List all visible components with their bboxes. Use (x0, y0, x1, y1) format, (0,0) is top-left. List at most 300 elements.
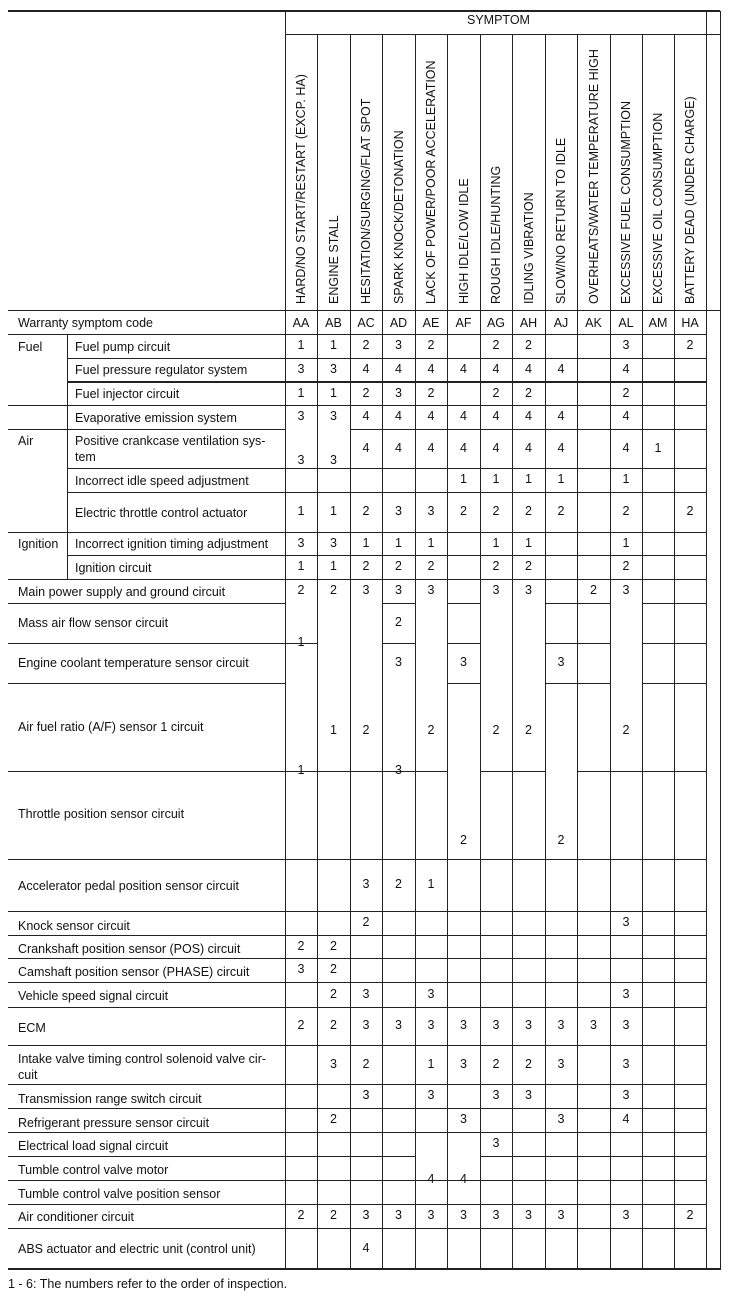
ranking-cell: 2 (525, 1056, 532, 1071)
ranking-cell: 2 (362, 504, 370, 518)
grid-line-h (350, 532, 382, 533)
grid-line-h (577, 683, 610, 684)
grid-line-h (285, 468, 317, 469)
grid-line-h (382, 1156, 415, 1157)
grid-line-h (447, 603, 480, 604)
ranking-cell: 4 (460, 409, 467, 423)
item-label: Electrical load signal circuit (18, 1139, 169, 1153)
grid-line-h (674, 1204, 706, 1205)
grid-line-h (447, 1084, 480, 1085)
ranking-cell: 4 (492, 440, 500, 455)
group-fuel: Fuel (18, 340, 43, 354)
grid-line-h (350, 1045, 382, 1046)
grid-line-h (285, 982, 317, 983)
grid-line-h (545, 468, 577, 469)
grid-line-h (577, 532, 610, 533)
ranking-cell: 3 (297, 535, 305, 550)
grid-line-h (285, 555, 317, 556)
grid-line-h (382, 492, 415, 493)
grid-line-h (8, 1007, 285, 1008)
grid-line-h (642, 958, 674, 959)
grid-line-v (577, 34, 578, 334)
grid-line-v (480, 34, 481, 334)
ranking-cell: 4 (492, 362, 500, 376)
grid-line-h (642, 859, 674, 860)
item-label: Air conditioner circuit (18, 1210, 135, 1224)
grid-line-h (415, 911, 447, 912)
grid-line-h (382, 859, 415, 860)
grid-line-h (8, 1132, 285, 1133)
grid-line-h (610, 555, 642, 556)
grid-line-h (447, 334, 480, 335)
grid-line-h (512, 859, 545, 860)
warranty-code: AD (389, 316, 408, 330)
grid-line-h (447, 492, 480, 493)
ranking-cell: 2 (525, 559, 532, 573)
grid-line-h (382, 1228, 415, 1229)
ranking-cell: 4 (460, 1172, 467, 1186)
item-label: Fuel pump circuit (75, 340, 171, 354)
grid-line-h (480, 1204, 512, 1205)
ranking-cell: 4 (622, 409, 630, 423)
ranking-cell: 3 (622, 338, 630, 352)
grid-line-h (447, 982, 480, 983)
grid-line-h (317, 935, 350, 936)
grid-line-h (350, 492, 382, 493)
grid-line-h (480, 1228, 512, 1229)
grid-line-h (610, 1180, 642, 1181)
ranking-cell: 4 (460, 362, 467, 376)
grid-line-h (512, 381, 545, 383)
ranking-cell: 4 (395, 409, 402, 423)
ranking-cell: 3 (330, 362, 337, 376)
grid-line-h (674, 492, 706, 493)
ranking-cell: 2 (427, 559, 435, 573)
ranking-cell: 2 (686, 338, 694, 352)
ranking-cell: 4 (525, 440, 532, 455)
ranking-cell: 3 (330, 452, 337, 467)
grid-line-h (610, 911, 642, 912)
grid-line-h (8, 10, 720, 12)
grid-line-h (480, 1180, 512, 1181)
grid-line-h (382, 911, 415, 912)
grid-line-h (317, 468, 350, 469)
grid-line-h (577, 1084, 610, 1085)
ranking-cell: 1 (297, 385, 305, 400)
grid-line-h (480, 334, 512, 335)
grid-line-h (285, 958, 317, 959)
ranking-cell: 3 (395, 1208, 402, 1222)
grid-line-h (350, 468, 382, 469)
grid-line-h (350, 429, 382, 430)
grid-line-h (447, 579, 480, 580)
ranking-cell: 4 (362, 409, 370, 423)
grid-line-h (674, 683, 706, 684)
warranty-code-label: Warranty symptom code (18, 316, 153, 330)
ranking-cell: 4 (492, 409, 500, 423)
ranking-cell: 3 (427, 1208, 435, 1222)
grid-line-h (610, 1156, 642, 1157)
grid-line-h (512, 935, 545, 936)
grid-line-h (545, 1108, 577, 1109)
grid-line-h (642, 1228, 674, 1229)
grid-line-h (382, 579, 415, 580)
grid-line-h (8, 982, 285, 983)
ranking-cell: 1 (297, 559, 305, 573)
grid-line-h (610, 1132, 642, 1133)
item-label: Tumble control valve position sensor (18, 1187, 221, 1201)
grid-line-h (545, 555, 577, 556)
ranking-cell: 3 (427, 986, 435, 1001)
ranking-cell: 3 (525, 1018, 532, 1032)
ranking-cell: 3 (427, 504, 435, 518)
grid-line-h (480, 982, 512, 983)
item-label: tem (75, 450, 96, 464)
grid-line-v (317, 334, 318, 1269)
grid-line-h (512, 1180, 545, 1181)
grid-line-h (350, 911, 382, 912)
grid-line-h (512, 1204, 545, 1205)
grid-line-h (480, 1132, 512, 1133)
ranking-cell: 4 (427, 440, 435, 455)
grid-line-h (447, 1045, 480, 1046)
grid-line-h (67, 381, 285, 383)
grid-line-h (67, 358, 285, 359)
ranking-cell: 3 (297, 452, 305, 467)
ranking-cell: 3 (395, 583, 402, 597)
ranking-cell: 4 (557, 362, 565, 376)
grid-line-h (382, 1045, 415, 1046)
grid-line-h (674, 935, 706, 936)
grid-line-h (317, 532, 350, 533)
grid-line-h (642, 555, 674, 556)
grid-line-h (610, 982, 642, 983)
ranking-cell: 3 (362, 986, 370, 1001)
grid-line-h (317, 1108, 350, 1109)
grid-line-h (382, 429, 415, 430)
grid-line-h (577, 429, 610, 430)
ranking-cell: 3 (557, 655, 565, 669)
grid-line-h (577, 1108, 610, 1109)
symptom-column-header: ROUGH IDLE/HUNTING (489, 165, 503, 304)
grid-line-h (8, 1156, 285, 1157)
grid-line-h (674, 1045, 706, 1046)
item-label: Main power supply and ground circuit (18, 585, 226, 599)
grid-line-v (642, 34, 643, 334)
grid-line-h (577, 1228, 610, 1229)
grid-line-h (545, 405, 577, 406)
grid-line-h (350, 1084, 382, 1085)
ranking-cell: 2 (557, 504, 565, 518)
grid-line-h (447, 683, 480, 684)
grid-line-h (382, 381, 415, 383)
grid-line-h (480, 381, 512, 383)
symptom-column-header: HARD/NO START/RESTART (EXCP. HA) (294, 74, 308, 304)
symptom-column-header: EXCESSIVE OIL CONSUMPTION (651, 112, 665, 304)
ranking-cell: 2 (362, 723, 370, 737)
grid-line-h (610, 579, 642, 580)
item-label: Positive crankcase ventilation sys- (75, 434, 266, 448)
grid-line-v (545, 34, 546, 334)
grid-line-h (545, 1132, 577, 1133)
grid-line-h (642, 1084, 674, 1085)
grid-line-h (577, 1156, 610, 1157)
grid-line-h (382, 643, 415, 644)
symptom-column-header: HIGH IDLE/LOW IDLE (456, 178, 471, 304)
grid-line-h (317, 1204, 350, 1205)
item-label: Throttle position sensor circuit (18, 807, 185, 821)
grid-line-h (8, 1045, 285, 1046)
grid-line-h (480, 771, 512, 772)
grid-line-h (545, 859, 577, 860)
ranking-cell: 3 (362, 583, 370, 597)
item-label: Engine coolant temperature sensor circuit (18, 656, 249, 670)
ranking-cell: 3 (427, 583, 435, 597)
item-label: ABS actuator and electric unit (control unit) (18, 1242, 256, 1256)
grid-line-h (642, 1132, 674, 1133)
grid-line-h (415, 982, 447, 983)
grid-line-h (415, 859, 447, 860)
ranking-cell: 2 (622, 504, 630, 518)
grid-line-h (545, 1228, 577, 1229)
item-label: Incorrect idle speed adjustment (75, 474, 249, 488)
ranking-cell: 1 (297, 635, 305, 649)
item-label: Refrigerant pressure sensor circuit (18, 1116, 210, 1130)
grid-line-h (415, 429, 447, 430)
grid-line-h (480, 358, 512, 359)
grid-line-h (67, 429, 285, 430)
grid-line-h (642, 771, 674, 772)
grid-line-h (545, 1156, 577, 1157)
warranty-code: AM (648, 316, 668, 330)
grid-line-h (577, 982, 610, 983)
grid-line-h (285, 358, 317, 359)
ranking-cell: 2 (330, 962, 337, 976)
ranking-cell: 2 (427, 338, 435, 352)
ranking-cell: 4 (427, 362, 435, 376)
grid-line-h (382, 1180, 415, 1181)
grid-line-h (350, 859, 382, 860)
grid-line-h (382, 935, 415, 936)
ranking-cell: 2 (395, 615, 402, 629)
grid-line-h (350, 1132, 382, 1133)
grid-line-h (285, 1228, 317, 1229)
ranking-cell: 2 (460, 504, 467, 518)
grid-line-h (512, 492, 545, 493)
grid-line-h (610, 859, 642, 860)
grid-line-h (67, 555, 285, 556)
grid-line-h (642, 1156, 674, 1157)
ranking-cell: 2 (622, 559, 630, 573)
item-label: Fuel injector circuit (75, 387, 180, 401)
grid-line-h (8, 958, 285, 959)
grid-line-h (577, 405, 610, 406)
ranking-cell: 2 (297, 583, 305, 597)
grid-line-h (285, 405, 317, 406)
grid-line-h (610, 532, 642, 533)
ranking-cell: 2 (362, 385, 370, 400)
grid-line-h (674, 958, 706, 959)
grid-line-h (285, 1045, 317, 1046)
grid-line-h (642, 935, 674, 936)
grid-line-h (285, 1084, 317, 1085)
ranking-cell: 1 (622, 535, 630, 550)
grid-line-h (577, 1132, 610, 1133)
ranking-cell: 3 (362, 1208, 370, 1222)
grid-line-h (610, 1084, 642, 1085)
grid-line-h (285, 935, 317, 936)
ranking-cell: 1 (654, 440, 662, 455)
grid-line-h (350, 579, 382, 580)
grid-line-h (317, 958, 350, 959)
grid-line-h (382, 1108, 415, 1109)
grid-line-v (317, 34, 318, 334)
ranking-cell: 3 (622, 1018, 630, 1032)
grid-line-h (512, 334, 545, 335)
grid-line-h (610, 381, 642, 383)
grid-line-h (317, 982, 350, 983)
grid-line-h (480, 859, 512, 860)
grid-line-h (512, 468, 545, 469)
ranking-cell: 1 (362, 535, 370, 550)
ranking-cell: 4 (460, 440, 467, 455)
grid-line-h (285, 1180, 317, 1181)
ranking-cell: 3 (395, 338, 402, 352)
grid-line-h (545, 911, 577, 912)
grid-line-h (317, 334, 350, 335)
ranking-cell: 1 (330, 385, 337, 400)
grid-line-v (720, 11, 721, 1270)
grid-line-h (447, 405, 480, 406)
grid-line-h (642, 492, 674, 493)
ranking-cell: 4 (622, 362, 630, 376)
grid-line-h (610, 935, 642, 936)
grid-line-h (674, 982, 706, 983)
ranking-cell: 4 (622, 440, 630, 455)
grid-line-h (610, 1108, 642, 1109)
grid-line-h (317, 1007, 350, 1008)
grid-line-h (512, 358, 545, 359)
grid-line-h (642, 532, 674, 533)
grid-line-h (317, 1180, 350, 1181)
grid-line-h (447, 1228, 480, 1229)
ranking-cell: 1 (395, 535, 402, 550)
grid-line-h (577, 859, 610, 860)
grid-line-h (642, 1045, 674, 1046)
grid-line-h (642, 683, 674, 684)
ranking-cell: 3 (622, 986, 630, 1001)
grid-line-h (382, 1204, 415, 1205)
grid-line-h (8, 603, 285, 604)
ranking-cell: 2 (525, 338, 532, 352)
ranking-cell: 4 (525, 409, 532, 423)
grid-line-h (642, 1204, 674, 1205)
grid-line-h (350, 958, 382, 959)
item-label: ECM (18, 1021, 46, 1035)
ranking-cell: 1 (330, 504, 337, 518)
grid-line-h (285, 532, 317, 533)
grid-line-h (512, 1132, 545, 1133)
grid-line-h (577, 935, 610, 936)
warranty-code: AE (422, 316, 440, 330)
grid-line-h (8, 935, 285, 936)
ranking-cell: 3 (492, 1018, 500, 1032)
grid-line-h (577, 555, 610, 556)
grid-line-h (415, 492, 447, 493)
grid-line-h (8, 405, 285, 406)
grid-line-h (350, 1007, 382, 1008)
grid-line-h (577, 1045, 610, 1046)
ranking-cell: 4 (557, 440, 565, 455)
grid-line-h (642, 429, 674, 430)
item-label: Ignition circuit (75, 561, 152, 575)
grid-line-h (512, 1156, 545, 1157)
grid-line-h (512, 555, 545, 556)
grid-line-h (512, 405, 545, 406)
ranking-cell: 4 (362, 1240, 370, 1255)
grid-line-h (480, 1084, 512, 1085)
grid-line-h (610, 771, 642, 772)
grid-line-h (350, 1108, 382, 1109)
grid-line-v (512, 34, 513, 334)
ranking-cell: 1 (525, 535, 532, 550)
ranking-cell: 1 (330, 723, 337, 737)
grid-line-h (642, 579, 674, 580)
ranking-cell: 2 (525, 723, 532, 737)
grid-line-h (545, 1180, 577, 1181)
grid-line-h (545, 492, 577, 493)
grid-line-h (415, 334, 447, 335)
ranking-cell: 3 (622, 1056, 630, 1071)
grid-line-h (674, 911, 706, 912)
grid-line-h (512, 1108, 545, 1109)
ranking-cell: 2 (297, 1018, 305, 1032)
grid-line-h (545, 1007, 577, 1008)
grid-line-v (706, 11, 707, 1269)
ranking-cell: 1 (297, 338, 305, 352)
grid-line-h (577, 1204, 610, 1205)
item-label: Camshaft position sensor (PHASE) circuit (18, 965, 250, 979)
grid-line-h (447, 358, 480, 359)
grid-line-v (642, 334, 643, 1269)
footnote: 1 - 6: The numbers refer to the order of inspection. (8, 1277, 288, 1291)
ranking-cell: 3 (427, 1018, 435, 1032)
grid-line-h (545, 334, 577, 335)
grid-line-h (674, 334, 706, 335)
grid-line-h (350, 1156, 382, 1157)
grid-line-h (674, 555, 706, 556)
ranking-cell: 4 (362, 362, 370, 376)
ranking-cell: 2 (297, 938, 305, 953)
grid-line-h (447, 381, 480, 383)
grid-line-h (382, 1084, 415, 1085)
grid-line-h (545, 958, 577, 959)
ranking-cell: 2 (622, 723, 630, 737)
grid-line-h (350, 1228, 382, 1229)
grid-line-h (610, 334, 642, 335)
item-label: Evaporative emission system (75, 411, 237, 425)
grid-line-h (317, 1156, 350, 1157)
warranty-code: AF (455, 316, 472, 330)
grid-line-h (67, 468, 285, 469)
grid-line-h (577, 771, 610, 772)
grid-line-h (382, 555, 415, 556)
grid-line-h (317, 911, 350, 912)
grid-line-h (8, 310, 720, 311)
grid-line-h (480, 532, 512, 533)
ranking-cell: 2 (395, 559, 402, 573)
grid-line-h (382, 358, 415, 359)
